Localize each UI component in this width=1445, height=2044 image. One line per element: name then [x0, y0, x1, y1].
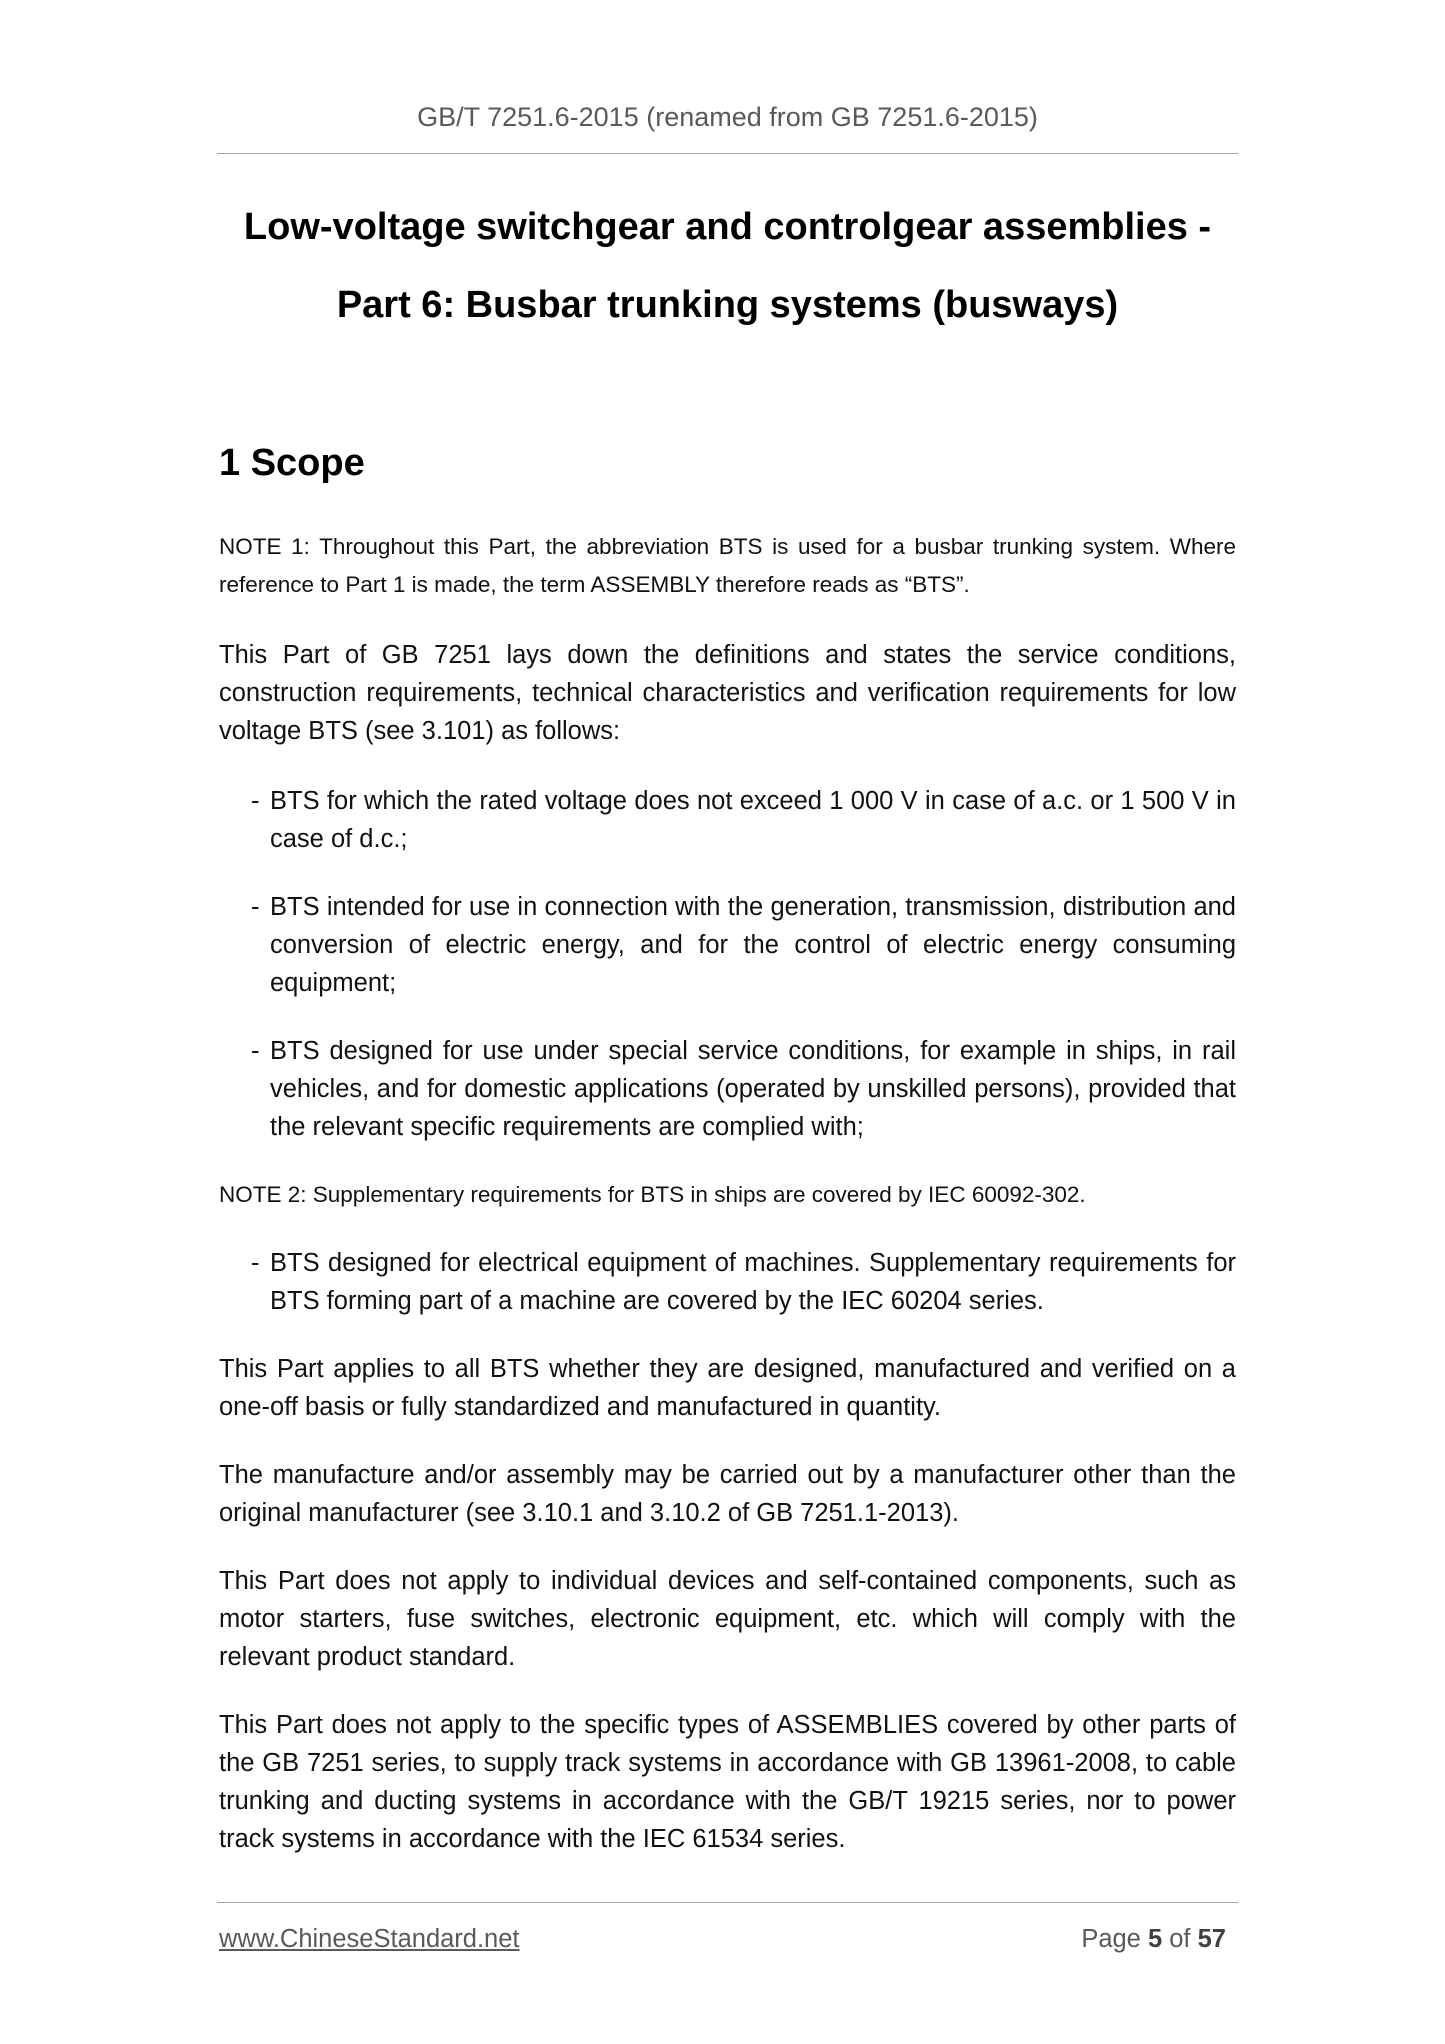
footer-divider	[217, 1902, 1238, 1903]
document-title	[217, 188, 1238, 344]
bullet-marker: -	[251, 1037, 260, 1065]
bullet-marker: -	[251, 1249, 260, 1277]
of-label: of	[1169, 1925, 1191, 1953]
note-2: NOTE 2: Supplementary requirements for BTS in ships are covered by IEC 60092-302.	[219, 1182, 1086, 1207]
running-header: GB/T 7251.6-2015 (renamed from GB 7251.6-2015)	[417, 102, 1038, 132]
paragraph: This Part applies to all BTS whether they are designed, manufactured and verified on a one-off basis or fully standardized and manufactured in quantity.	[219, 1355, 1236, 1421]
section-heading-scope: 1 Scope	[219, 442, 365, 484]
title-line-1: Low-voltage switchgear and controlgear assemblies -	[243, 206, 1212, 248]
header-divider	[217, 153, 1238, 154]
list-item-text: BTS for which the rated voltage does not exceed 1 000 V in case of a.c. or 1 500 V in case of d.c.;	[270, 787, 1236, 853]
total-pages: 57	[1197, 1925, 1226, 1953]
list-item-text: BTS intended for use in connection with the generation, transmission, distribution and conversion of electric energy, and for the control of electric energy consuming equipment;	[270, 893, 1236, 997]
website-link[interactable]: www.ChineseStandard.net	[219, 1925, 520, 1953]
list-item-text: BTS designed for electrical equipment of machines. Supplementary requirements for BTS forming part of a machine are covered by the IEC 60204 series.	[270, 1249, 1236, 1315]
bullet-marker: -	[251, 787, 260, 815]
bullet-marker: -	[251, 893, 260, 921]
page-indicator	[1081, 1922, 1226, 1956]
paragraph: This Part does not apply to the specific types of ASSEMBLIES covered by other parts of the GB 7251 series, to supply track systems in accordance with GB 13961-2008, to cable trunking and ducting systems in accordance with the GB/T 19215 series, nor to power track systems in accordance with the IEC 61534 series.	[219, 1711, 1236, 1853]
page-footer	[219, 1922, 1236, 1956]
note-1: NOTE 1: Throughout this Part, the abbreviation BTS is used for a busbar trunking system. Where reference to Part 1 is made, the term ASSEMBLY therefore reads as “BTS”.	[219, 534, 1236, 597]
paragraph: This Part does not apply to individual devices and self-contained components, such as motor starters, fuse switches, electronic equipment, etc. which will comply with the relevant product standard.	[219, 1567, 1236, 1671]
list-item	[251, 1032, 1236, 1146]
title-line-2: Part 6: Busbar trunking systems (busways)	[336, 284, 1119, 326]
list-item	[251, 1244, 1236, 1320]
page-label: Page	[1081, 1925, 1141, 1953]
paragraph: The manufacture and/or assembly may be carried out by a manufacturer other than the original manufacturer (see 3.10.1 and 3.10.2 of GB 7251.1-2013).	[219, 1461, 1236, 1527]
intro-paragraph: This Part of GB 7251 lays down the definitions and states the service conditions, construction requirements, technical characteristics and verification requirements for low voltage BTS (see 3.101) as follows:	[219, 641, 1236, 745]
list-item	[251, 888, 1236, 1002]
page-number: 5	[1147, 1925, 1163, 1953]
list-item	[251, 782, 1236, 858]
list-item-text: BTS designed for use under special service conditions, for example in ships, in rail vehicles, and for domestic applications (operated by unskilled persons), provided that the relevant specific requirements are complied with;	[270, 1037, 1236, 1141]
